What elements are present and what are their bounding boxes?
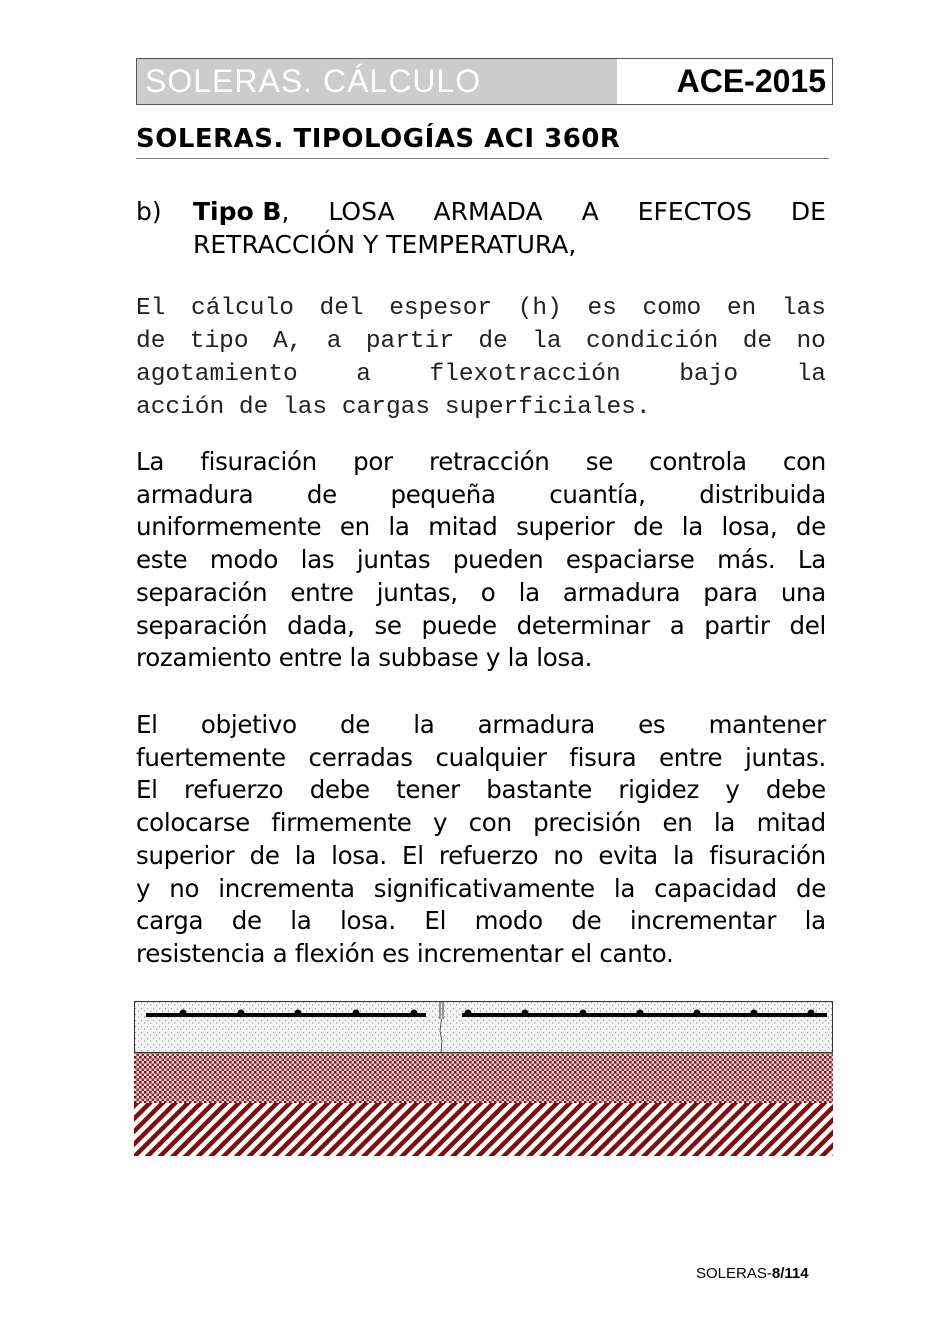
word: juntas <box>356 545 431 575</box>
word: losa, <box>721 512 778 542</box>
word: fisura <box>569 742 637 772</box>
word: juntas. <box>745 742 826 772</box>
word: las <box>300 545 335 575</box>
word: este <box>136 545 188 575</box>
word: agotamiento <box>136 361 298 388</box>
item-b-word: EFECTOS <box>637 197 752 226</box>
word: la <box>388 512 410 542</box>
word: separación <box>136 610 268 640</box>
word: debe <box>309 775 370 805</box>
word: la <box>681 512 703 542</box>
item-b-word: LOSA <box>328 197 395 226</box>
item-b-comma: , <box>281 197 290 226</box>
word: cerradas <box>308 742 413 772</box>
word: espesor <box>389 295 493 322</box>
word: la <box>796 361 826 388</box>
word: condición <box>585 328 719 355</box>
word: distribuida <box>699 479 826 509</box>
word: las <box>781 295 826 322</box>
word: no <box>169 873 200 903</box>
list-item-b <box>136 195 826 261</box>
word: El <box>136 710 158 739</box>
item-b-type-group <box>193 195 289 228</box>
word: fisuración <box>709 840 826 870</box>
word: puede <box>421 610 497 640</box>
word: mitad <box>428 512 498 542</box>
text-line <box>136 742 826 775</box>
word: armadura <box>562 577 681 607</box>
word: la <box>613 873 636 903</box>
word: controla <box>649 447 747 476</box>
page-footer <box>696 1265 809 1282</box>
footer-prefix: SOLERAS- <box>696 1265 772 1282</box>
word: es <box>638 710 666 739</box>
slab-section-diagram <box>134 1001 833 1157</box>
word: fisuración <box>200 447 317 476</box>
word: de <box>340 710 371 739</box>
text-line <box>136 577 826 610</box>
word: armadura <box>477 710 595 739</box>
section-title-text: SOLERAS. TIPOLOGÍAS ACI 360R <box>136 124 621 154</box>
word: con <box>782 447 826 476</box>
word: losa. <box>331 840 387 870</box>
section-title <box>136 124 829 159</box>
list-item-body <box>193 195 826 261</box>
word: carga <box>136 906 204 936</box>
header-title-panel <box>137 59 617 104</box>
word: rigidez <box>618 775 699 805</box>
text-line <box>136 358 826 391</box>
word: la <box>413 710 435 739</box>
word: y <box>725 775 740 805</box>
word: en <box>662 808 693 838</box>
word: La <box>797 545 826 575</box>
word: como <box>642 295 702 322</box>
word: mantener <box>708 710 826 739</box>
text-line <box>136 873 826 906</box>
word: colocarse <box>136 808 250 838</box>
word: a <box>669 610 685 640</box>
word: fuertemente <box>136 742 286 772</box>
word: modo <box>474 906 543 936</box>
word: acción de las cargas superficiales. <box>136 394 651 421</box>
word: de <box>633 512 664 542</box>
word: El <box>136 775 158 805</box>
word: por <box>353 447 393 476</box>
word: incrementa <box>218 873 355 903</box>
word: bajo <box>679 361 739 388</box>
item-b-line-2: RETRACCIÓN Y TEMPERATURA, <box>193 230 577 259</box>
word: se <box>374 610 402 640</box>
word: retracción <box>428 447 550 476</box>
word: de <box>231 906 262 936</box>
word: la <box>294 840 316 870</box>
word: se <box>585 447 613 476</box>
word: cuantía, <box>549 479 646 509</box>
word: refuerzo <box>438 840 539 870</box>
text-line <box>136 642 826 675</box>
header-code: ACE-2015 <box>676 63 826 99</box>
word: armadura <box>136 479 254 509</box>
word: tipo <box>189 328 249 355</box>
text-line <box>136 479 826 512</box>
word: juntas, <box>376 577 458 607</box>
text-line <box>136 325 826 358</box>
list-marker: b) <box>136 197 162 226</box>
word: mitad <box>756 808 826 838</box>
word: capacidad <box>654 873 777 903</box>
word: pequeña <box>390 479 496 509</box>
word: superior <box>516 512 615 542</box>
word: la <box>713 808 736 838</box>
text-line <box>136 938 826 971</box>
word: significativamente <box>373 873 595 903</box>
text-line <box>136 292 826 325</box>
word: y <box>136 873 151 903</box>
word: (h) <box>517 295 562 322</box>
text-line <box>136 709 826 742</box>
word: El <box>424 906 447 936</box>
word: y <box>433 808 448 838</box>
word: precisión <box>533 808 641 838</box>
word: La <box>136 447 165 476</box>
word: dada, <box>287 610 355 640</box>
word: refuerzo <box>184 775 284 805</box>
word: losa. <box>340 906 396 936</box>
word: una <box>780 577 826 607</box>
word: la <box>672 840 695 870</box>
word: en <box>726 295 757 322</box>
word: la <box>804 906 826 936</box>
word: debe <box>765 775 826 805</box>
text-line <box>136 511 826 544</box>
word: objetivo <box>200 710 297 739</box>
word: es <box>587 295 617 322</box>
word: no <box>796 328 826 355</box>
word: cálculo <box>191 295 294 322</box>
word: evita <box>598 840 658 870</box>
word: superior <box>136 840 235 870</box>
word: cualquier <box>435 742 547 772</box>
word: partir <box>704 610 770 640</box>
item-b-line-1 <box>193 195 826 228</box>
word: flexotracción <box>429 361 621 388</box>
word: tener <box>396 775 460 805</box>
word: la <box>290 906 312 936</box>
page-header <box>136 58 833 105</box>
word: en <box>339 512 370 542</box>
word: entre <box>659 742 723 772</box>
word: El <box>402 840 424 870</box>
word: a <box>356 361 371 388</box>
item-b-word: DE <box>790 197 826 226</box>
header-code-panel <box>617 59 832 104</box>
word: la <box>532 328 562 355</box>
text-line <box>136 905 826 938</box>
word: de <box>306 479 337 509</box>
word: determinar <box>516 610 650 640</box>
word: más. <box>717 545 776 575</box>
word: para <box>703 577 758 607</box>
word: espaciarse <box>565 545 695 575</box>
text-line <box>136 610 826 643</box>
item-b-type-label: Tipo B <box>193 197 282 226</box>
word: firmemente <box>271 808 412 838</box>
word: a <box>326 328 342 355</box>
word: rozamiento entre la subbase y la losa. <box>136 643 593 673</box>
word: A, <box>272 328 303 355</box>
text-line <box>136 446 826 479</box>
word: no <box>553 840 584 870</box>
word: pueden <box>452 545 544 575</box>
item-b-word: ARMADA <box>433 197 543 226</box>
word: de <box>249 840 280 870</box>
word: incrementar <box>629 906 777 936</box>
text-line <box>136 807 826 840</box>
word: de <box>571 906 602 936</box>
word: del <box>319 295 364 322</box>
word: separación <box>136 577 268 607</box>
text-line <box>136 840 826 873</box>
word: de <box>136 328 166 355</box>
slab-section-figure <box>134 1001 833 1157</box>
text-line <box>136 774 826 807</box>
word: o <box>480 577 496 607</box>
word: de <box>742 328 773 355</box>
word: modo <box>209 545 279 575</box>
word: partir <box>365 328 455 355</box>
word: de <box>795 512 826 542</box>
paragraph-2 <box>136 709 826 971</box>
word: de <box>795 873 826 903</box>
mono-paragraph <box>136 292 826 424</box>
item-b-word: A <box>581 197 599 226</box>
word: uniformemente <box>136 512 322 542</box>
word: con <box>468 808 512 838</box>
word: bastante <box>486 775 593 805</box>
paragraph-1 <box>136 446 826 675</box>
text-line <box>136 544 826 577</box>
word: de <box>478 328 508 355</box>
word: la <box>518 577 540 607</box>
word: del <box>789 610 826 640</box>
header-title: SOLERAS. CÁLCULO <box>145 63 482 99</box>
page-number: 8/114 <box>771 1265 809 1282</box>
text-line <box>136 391 826 424</box>
word: entre <box>290 577 354 607</box>
word: El <box>136 295 166 322</box>
word: resistencia a flexión es incrementar el canto. <box>136 938 674 968</box>
